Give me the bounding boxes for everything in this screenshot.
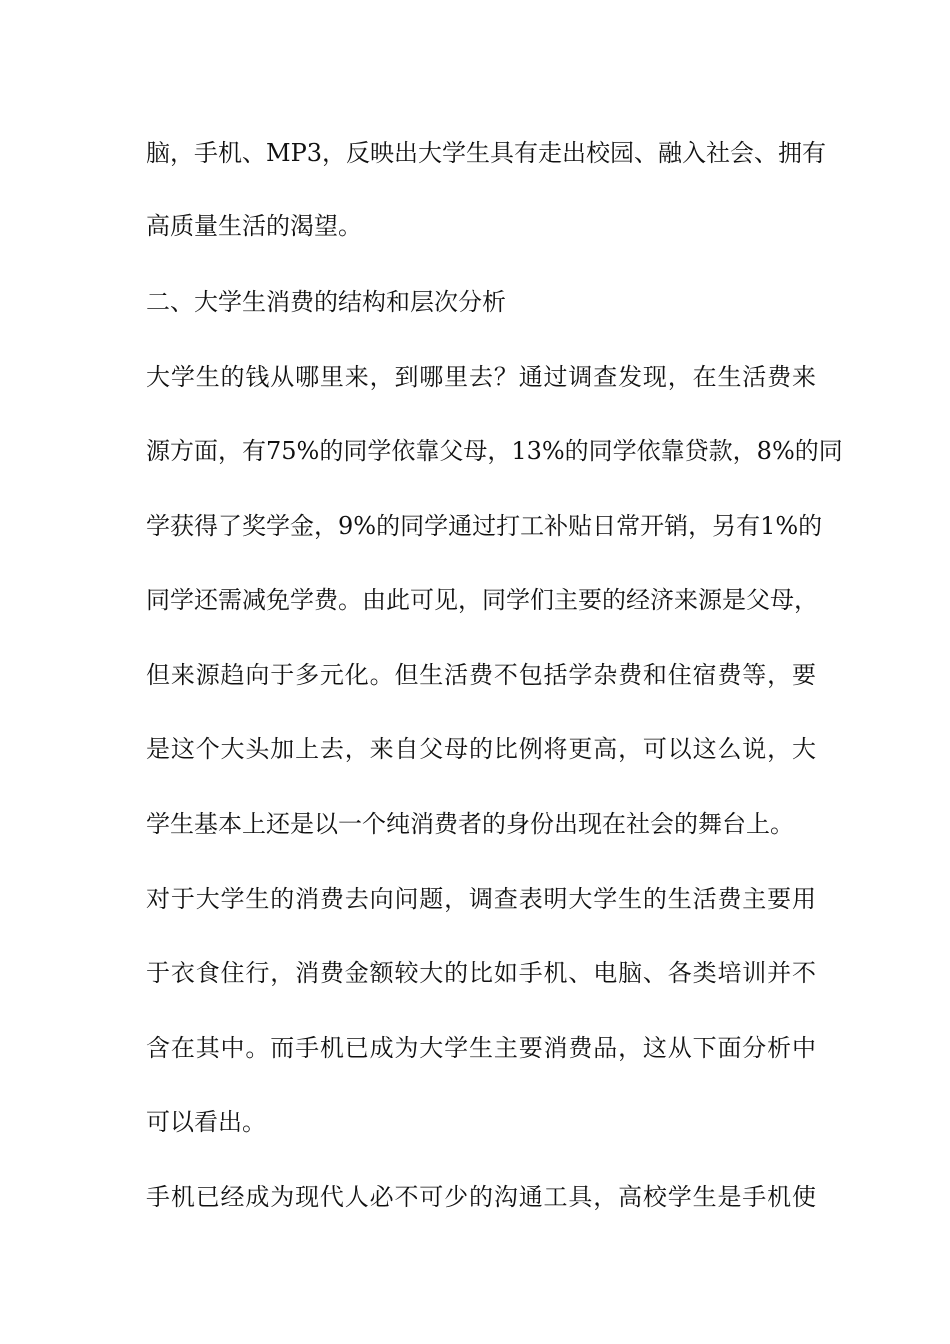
paragraph-line: 源方面，有75%的同学依靠父母，13%的同学依靠贷款，8%的同 <box>146 437 843 465</box>
paragraph-line: 可以看出。 <box>146 1108 266 1136</box>
section-heading: 二、大学生消费的结构和层次分析 <box>146 288 506 316</box>
paragraph-line: 但来源趋向于多元化。但生活费不包括学杂费和住宿费等，要 <box>146 661 816 689</box>
paragraph-line: 于衣食住行，消费金额较大的比如手机、电脑、各类培训并不 <box>146 959 816 987</box>
paragraph-line: 是这个大头加上去，来自父母的比例将更高，可以这么说，大 <box>146 735 816 763</box>
paragraph-line: 含在其中。而手机已成为大学生主要消费品，这从下面分析中 <box>146 1034 816 1062</box>
paragraph-line: 学获得了奖学金，9%的同学通过打工补贴日常开销，另有1%的 <box>146 512 823 540</box>
paragraph-line: 学生基本上还是以一个纯消费者的身份出现在社会的舞台上。 <box>146 810 794 838</box>
paragraph-line: 对于大学生的消费去向问题，调查表明大学生的生活费主要用 <box>146 885 816 913</box>
paragraph-line-continuation-2: 高质量生活的渴望。 <box>146 212 362 240</box>
paragraph-line: 同学还需减免学费。由此可见，同学们主要的经济来源是父母， <box>146 586 818 614</box>
paragraph-line: 手机已经成为现代人必不可少的沟通工具，高校学生是手机使 <box>146 1183 816 1211</box>
paragraph-line: 大学生的钱从哪里来，到哪里去？通过调查发现，在生活费来 <box>146 363 816 391</box>
paragraph-line-continuation-1: 脑，手机、MP3，反映出大学生具有走出校园、融入社会、拥有 <box>146 139 826 167</box>
